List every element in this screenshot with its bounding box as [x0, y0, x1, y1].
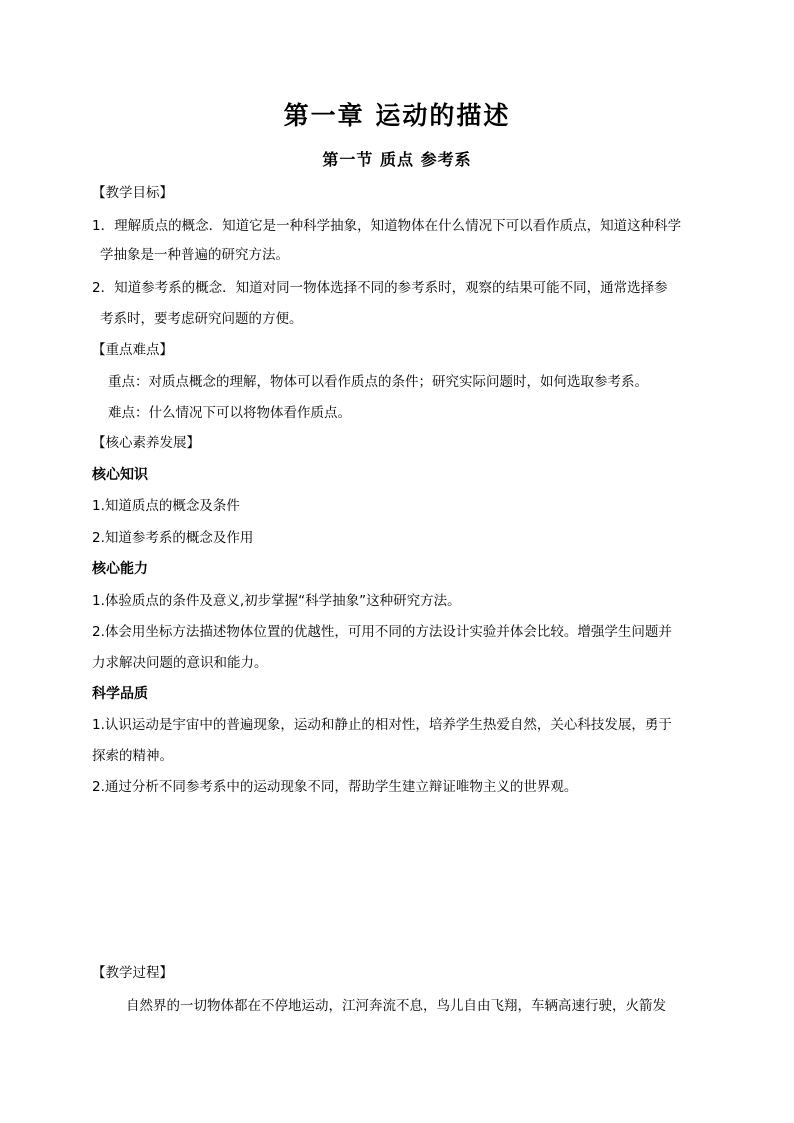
key-points-heading: 【重点难点】 — [92, 342, 173, 358]
objective-2-line-2: 考系时，要考虑研究问题的方便。 — [100, 311, 303, 327]
objective-1-line-1: 1．理解质点的概念．知道它是一种科学抽象，知道物体在什么情况下可以看作质点，知道这种科学 — [92, 218, 682, 234]
core-ability-2-line-2: 力求解决问题的意识和能力。 — [92, 655, 268, 671]
teaching-process-heading: 【教学过程】 — [92, 965, 173, 981]
objective-2-line-1: 2．知道参考系的概念．知道对同一物体选择不同的参考系时，观察的结果可能不同，通常选择参 — [92, 280, 668, 296]
science-quality-title: 科学品质 — [92, 686, 148, 702]
science-quality-2: 2.通过分析不同参考系中的运动现象不同，帮助学生建立辩证唯物主义的世界观。 — [92, 779, 578, 795]
science-quality-1-line-2: 探索的精神。 — [92, 748, 173, 764]
core-knowledge-2: 2.知道参考系的概念及作用 — [92, 530, 254, 546]
key-point-difficulty: 难点：什么情况下可以将物体看作质点。 — [108, 405, 351, 421]
core-ability-title: 核心能力 — [92, 561, 148, 577]
chapter-title: 第一章 运动的描述 — [283, 101, 511, 130]
objectives-heading: 【教学目标】 — [92, 185, 173, 201]
core-literacy-heading: 【核心素养发展】 — [92, 435, 200, 451]
core-ability-2-line-1: 2.体会用坐标方法描述物体位置的优越性，可用不同的方法设计实验并体会比较。增强学生问题并 — [92, 624, 672, 640]
objective-1-line-2: 学抽象是一种普遍的研究方法。 — [100, 247, 289, 263]
science-quality-1-line-1: 1.认识运动是宇宙中的普遍现象，运动和静止的相对性，培养学生热爱自然，关心科技发展，勇于 — [92, 717, 672, 733]
core-knowledge-title: 核心知识 — [92, 467, 148, 483]
key-point-focus: 重点：对质点概念的理解，物体可以看作质点的条件；研究实际问题时，如何选取参考系。 — [108, 374, 648, 390]
teaching-process-paragraph: 自然界的一切物体都在不停地运动，江河奔流不息，鸟儿自由飞翔，车辆高速行驶，火箭发 — [126, 998, 666, 1014]
section-title: 第一节 质点 参考系 — [322, 150, 472, 169]
core-ability-1: 1.体验质点的条件及意义,初步掌握“科学抽象”这种研究方法。 — [92, 593, 461, 609]
core-knowledge-1: 1.知道质点的概念及条件 — [92, 498, 240, 514]
